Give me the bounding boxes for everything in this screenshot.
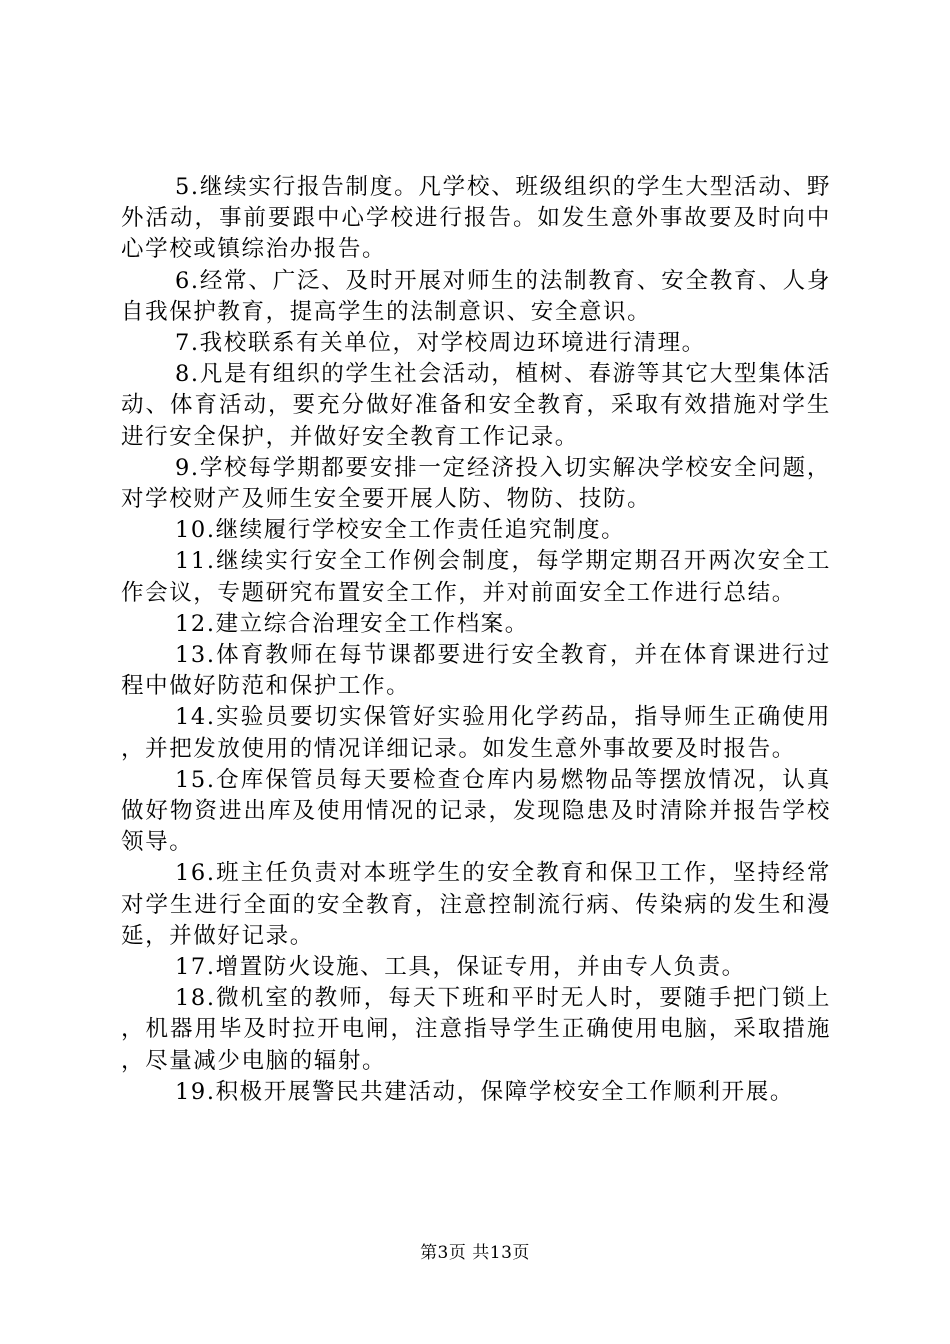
paragraph-item-10: 10.继续履行学校安全工作责任追究制度。 — [175, 517, 626, 544]
paragraph-item-13: 13.体育教师在每节课都要进行安全教育，并在体育课进行过程中做好防范和保护工作。 — [121, 642, 831, 700]
document-body — [121, 172, 831, 1108]
paragraph-item-7: 7.我校联系有关单位，对学校周边环境进行清理。 — [175, 330, 706, 357]
paragraph-item-9: 9.学校每学期都要安排一定经济投入切实解决学校安全问题，对学校财产及师生安全要开展人防、物防、技防。 — [121, 454, 831, 513]
paragraph-item-6: 6.经常、广泛、及时开展对师生的法制教育、安全教育、人身自我保护教育，提高学生的法制意识、安全意识。 — [121, 267, 831, 325]
paragraph-item-17: 17.增置防火设施、工具，保证专用，并由专人负责。 — [175, 954, 746, 981]
paragraph-item-12: 12.建立综合治理安全工作档案。 — [175, 610, 529, 637]
paragraph-item-19: 19.积极开展警民共建活动，保障学校安全工作顺利开展。 — [175, 1078, 794, 1105]
paragraph-item-18: 18.微机室的教师，每天下班和平时无人时，要随手把门锁上，机器用毕及时拉开电闸，注意指导学生正确使用电脑，采取措施，尽量减少电脑的辐射。 — [121, 985, 831, 1074]
paragraph-item-16: 16.班主任负责对本班学生的安全教育和保卫工作，坚持经常对学生进行全面的安全教育，注意控制流行病、传染病的发生和漫延，并做好记录。 — [121, 860, 831, 949]
paragraph-item-11: 11.继续实行安全工作例会制度，每学期定期召开两次安全工作会议，专题研究布置安全工作，并对前面安全工作进行总结。 — [121, 548, 831, 606]
paragraph-item-15: 15.仓库保管员每天要检查仓库内易燃物品等摆放情况，认真做好物资进出库及使用情况的记录，发现隐患及时清除并报告学校领导。 — [121, 766, 831, 856]
page-number-footer: 第3页 共13页 — [420, 1243, 530, 1263]
paragraph-item-8: 8.凡是有组织的学生社会活动，植树、春游等其它大型集体活动、体育活动，要充分做好准备和安全教育，采取有效措施对学生进行安全保护，并做好安全教育工作记录。 — [121, 361, 831, 450]
paragraph-item-5: 5.继续实行报告制度。凡学校、班级组织的学生大型活动、野外活动，事前要跟中心学校进行报告。如发生意外事故要及时向中心学校或镇综治办报告。 — [121, 174, 831, 263]
paragraph-item-14: 14.实验员要切实保管好实验用化学药品，指导师生正确使用，并把发放使用的情况详细记录。如发生意外事故要及时报告。 — [121, 704, 831, 762]
